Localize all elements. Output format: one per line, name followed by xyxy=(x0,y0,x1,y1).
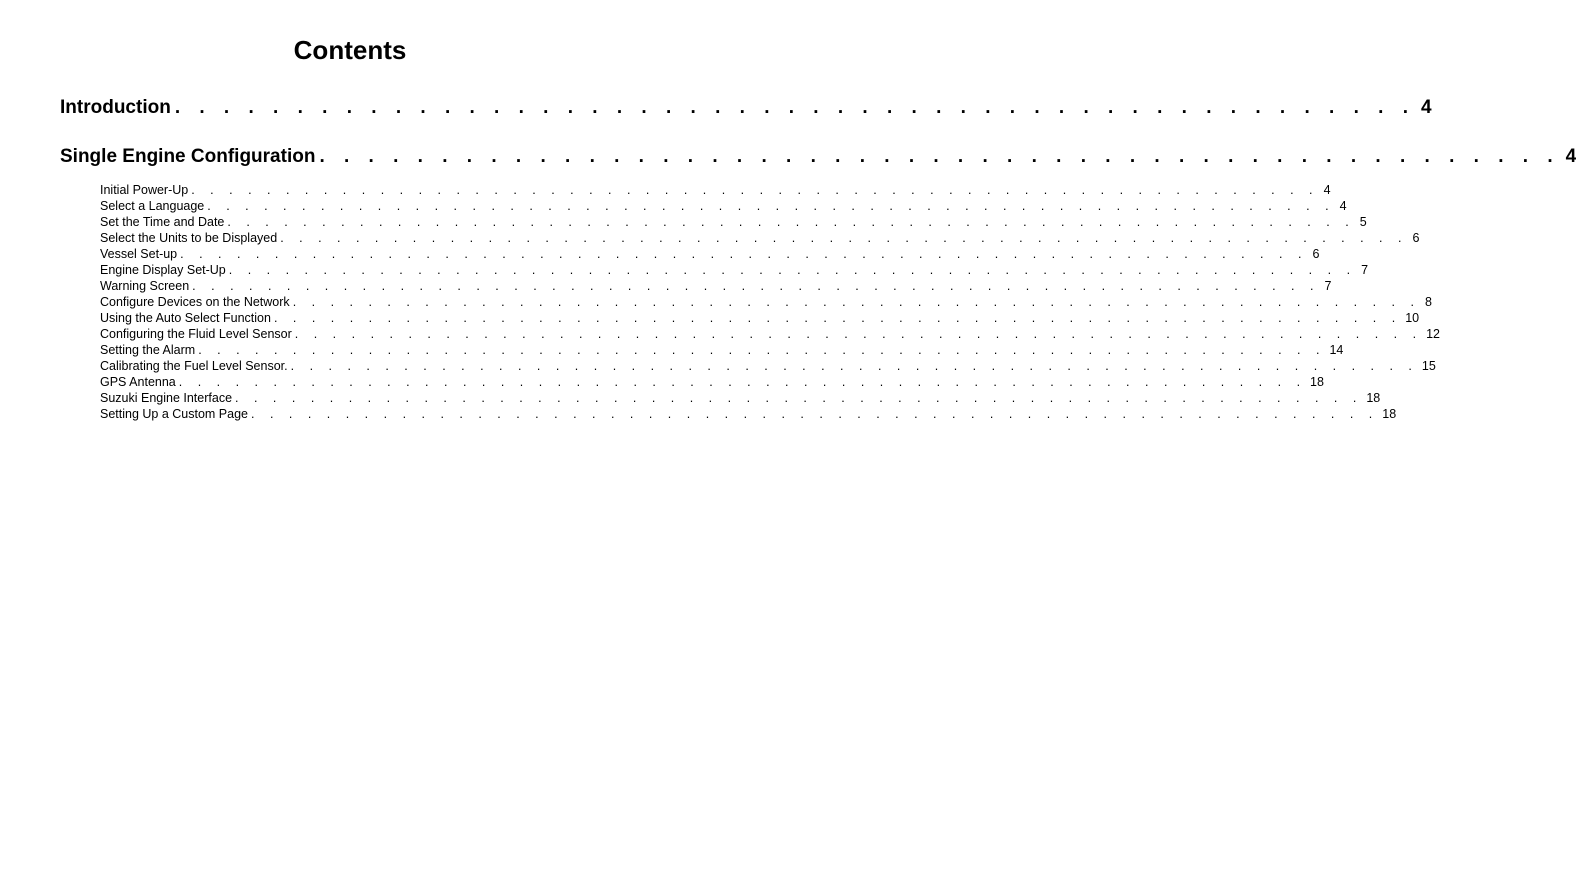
toc-subentries-list xyxy=(100,182,1440,422)
dot-leader: . . . . . . . . . . . . . . . . . . . . . . . . . . . . . . . . . . . . . . . . . . . . . . . . . . . . . . . . . . . . xyxy=(228,263,1357,277)
toc-section-label: Introduction xyxy=(60,97,171,118)
toc-section-label: Single Engine Configuration xyxy=(60,146,316,167)
toc-entry-label: Warning Screen xyxy=(100,279,190,293)
toc-entry-label: GPS Antenna xyxy=(100,375,176,389)
toc-entry-page: 18 xyxy=(1310,375,1324,389)
toc-entry-label: Engine Display Set-Up xyxy=(100,263,226,277)
toc-entry[interactable] xyxy=(100,278,1332,294)
toc-entry-label: Using the Auto Select Function xyxy=(100,311,271,325)
toc-section-introduction[interactable] xyxy=(60,96,1432,120)
toc-entry-page: 18 xyxy=(1382,407,1397,421)
toc-entry[interactable] xyxy=(100,406,1397,422)
dot-leader: . . . . . . . . . . . . . . . . . . . . . . . . . . . . . . . . . . . . . . . . . . . . . . . . . . . . . . . . . . . . xyxy=(227,215,1355,229)
dot-leader: . . . . . . . . . . . . . . . . . . . . . . . . . . . . . . . . . . . . . . . . . . . . . . . . . . . . . . . . . . . . xyxy=(192,279,1320,293)
toc-entry-label: Configure Devices on the Network xyxy=(100,295,290,309)
toc-entry[interactable] xyxy=(100,294,1432,310)
dot-leader: . . . . . . . . . . . . . . . . . . . . . . . . . . . . . . . . . . . . . . . . . . . . . . . . . . . . . . . . . . . . xyxy=(294,327,1423,341)
toc-entry[interactable] xyxy=(100,342,1344,358)
toc-entry-page: 8 xyxy=(1425,295,1432,309)
toc-entry-page: 12 xyxy=(1426,327,1440,341)
toc-entry[interactable] xyxy=(100,326,1440,342)
toc-entry-page: 14 xyxy=(1329,343,1344,357)
dot-leader: . . . . . . . . . . . . . . . . . . . . . . . . . . . . . . . . . . . . . . . . . . . . . . . . . . . . . . . . . . . . xyxy=(198,343,1326,357)
toc-entry[interactable] xyxy=(100,390,1381,406)
toc-entry-label: Configuring the Fluid Level Sensor xyxy=(100,327,292,341)
toc-entry[interactable] xyxy=(100,374,1324,390)
toc-entry-label: Set the Time and Date xyxy=(100,215,225,229)
dot-leader: . . . . . . . . . . . . . . . . . . . . . . . . . . . . . . . . . . . . . . . . . . . . . . . . . . . . . . . . . . . . xyxy=(191,183,1319,197)
toc-entry-page: 15 xyxy=(1421,359,1436,373)
toc-entry[interactable] xyxy=(100,262,1369,278)
toc-entry[interactable] xyxy=(100,246,1320,262)
toc-entry-page: 4 xyxy=(1339,199,1347,213)
dot-leader: . . . . . . . . . . . . . . . . . . . . . . . . . . . . . . . . . . . . . . . . . . . . . . . . . . . xyxy=(174,97,1415,118)
dot-leader: . . . . . . . . . . . . . . . . . . . . . . . . . . . . . . . . . . . . . . . . . . . . . . . . . . . . . . . . . . . . xyxy=(292,295,1420,309)
toc-entry-label: Initial Power-Up xyxy=(100,183,189,197)
dot-leader: . . . . . . . . . . . . . . . . . . . . . . . . . . . . . . . . . . . . . . . . . . . . . . . . . . . . . . . . . . . . xyxy=(280,231,1408,245)
toc-entry-page: 7 xyxy=(1361,263,1369,277)
dot-leader: . . . . . . . . . . . . . . . . . . . . . . . . . . . . . . . . . . . . . . . . . . . . . . . . . . . . . . . . . . . . xyxy=(290,359,1418,373)
toc-entry-page: 5 xyxy=(1359,215,1367,229)
toc-entry-label: Suzuki Engine Interface xyxy=(100,391,233,405)
dot-leader: . . . . . . . . . . . . . . . . . . . . . . . . . . . . . . . . . . . . . . . . . . . . . . . . . . . xyxy=(319,146,1560,167)
dot-leader: . . . . . . . . . . . . . . . . . . . . . . . . . . . . . . . . . . . . . . . . . . . . . . . . . . . . . . . . . . . . xyxy=(235,391,1363,405)
toc-entry-label: Setting Up a Custom Page xyxy=(100,407,248,421)
page-title: Contents xyxy=(293,35,407,65)
dot-leader: . . . . . . . . . . . . . . . . . . . . . . . . . . . . . . . . . . . . . . . . . . . . . . . . . . . . . . . . . . . . xyxy=(178,375,1307,389)
toc-entry-label: Select a Language xyxy=(100,199,205,213)
toc-entry-page: 4 xyxy=(1323,183,1331,197)
toc-section-page: 4 xyxy=(1420,97,1432,118)
toc-entry-page: 6 xyxy=(1312,247,1320,261)
toc-section-single-engine-configuration[interactable] xyxy=(60,145,1576,169)
toc-entry[interactable] xyxy=(100,310,1420,326)
toc-entry[interactable] xyxy=(100,358,1436,374)
dot-leader: . . . . . . . . . . . . . . . . . . . . . . . . . . . . . . . . . . . . . . . . . . . . . . . . . . . . . . . . . . . . xyxy=(180,247,1308,261)
toc-entry-page: 10 xyxy=(1405,311,1420,325)
toc-entry-label: Setting the Alarm xyxy=(100,343,196,357)
toc-entry-page: 7 xyxy=(1324,279,1332,293)
dot-leader: . . . . . . . . . . . . . . . . . . . . . . . . . . . . . . . . . . . . . . . . . . . . . . . . . . . . . . . . . . . . xyxy=(273,311,1402,325)
toc-entry-label: Calibrating the Fuel Level Sensor. xyxy=(100,359,288,373)
dot-leader: . . . . . . . . . . . . . . . . . . . . . . . . . . . . . . . . . . . . . . . . . . . . . . . . . . . . . . . . . . . . xyxy=(251,407,1379,421)
dot-leader: . . . . . . . . . . . . . . . . . . . . . . . . . . . . . . . . . . . . . . . . . . . . . . . . . . . . . . . . . . . . xyxy=(207,199,1335,213)
toc-section-page: 4 xyxy=(1565,146,1576,167)
toc-entry[interactable] xyxy=(100,198,1347,214)
toc-entry[interactable] xyxy=(100,230,1420,246)
toc-entry-label: Select the Units to be Displayed xyxy=(100,231,278,245)
toc-entry-page: 6 xyxy=(1412,231,1420,245)
toc-entry[interactable] xyxy=(100,214,1367,230)
toc-entry-page: 18 xyxy=(1366,391,1381,405)
toc-entry[interactable] xyxy=(100,182,1331,198)
toc-entry-label: Vessel Set-up xyxy=(100,247,178,261)
